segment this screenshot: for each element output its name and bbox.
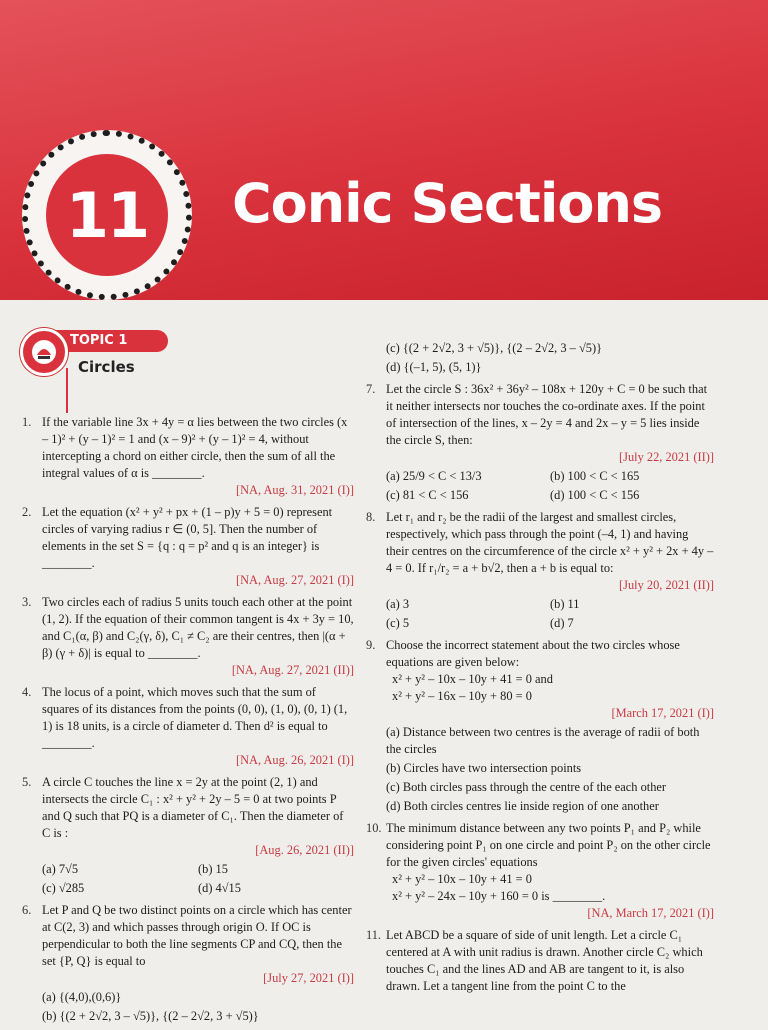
option-b: (b) Circles have two intersection points: [386, 761, 582, 775]
options: [386, 596, 714, 632]
question-number: 7.: [366, 382, 376, 396]
right-column: [366, 338, 714, 1000]
equation-1: x² + y² – 10x – 10y + 41 = 0 and: [392, 672, 553, 686]
question-6-continued: [366, 340, 714, 376]
chapter-number-badge: [22, 130, 192, 300]
topic-name: Circles: [78, 358, 135, 376]
question-tag: [July 20, 2021 (II)]: [619, 578, 714, 592]
option-d: (d) 7: [550, 616, 574, 630]
question-text: Let P and Q be two distinct points on a circle which has center at C(2, 3) and which passes through origin O. If OC is perpendicular to both the line segments CP and CQ, then the set {P, Q} is equal to: [42, 903, 352, 968]
question-number: 11.: [366, 928, 382, 942]
question-text: Choose the incorrect statement about the two circles whose equations are given below:: [386, 638, 680, 669]
option-c: (c) Both circles pass through the centre of the each other: [386, 780, 667, 794]
question-number: 4.: [22, 685, 32, 699]
equation-2: x² + y² – 24x – 10y + 160 = 0 is ________.: [392, 889, 606, 903]
option-a: (a) Distance between two centres is the average of radii of both the circles: [386, 725, 700, 756]
option-a: (a) {(4,0),(0,6)}: [42, 990, 122, 1004]
option-a: (a) 3: [386, 597, 410, 611]
question-7: [366, 381, 714, 504]
question-number: 9.: [366, 638, 376, 652]
option-d: (d) 100 < C < 156: [550, 488, 640, 502]
question-tag: [July 22, 2021 (II)]: [619, 450, 714, 464]
question-number: 2.: [22, 505, 32, 519]
question-tag: [NA, Aug. 27, 2021 (I)]: [235, 573, 354, 587]
question-5: [22, 774, 354, 897]
question-text: Two circles each of radius 5 units touch each other at the point (1, 2). If the equation of their common tangent is 4x + 3y = 10, and C₁(α, β) and C₂(γ, δ), C₁ ≠ C₂ are their centres, then |(α + β) (γ + δ)| is equal to ________.: [42, 595, 354, 660]
option-b: (b) {(2 + 2√2, 3 – √5)}, {(2 – 2√2, 3 + √5)}: [42, 1009, 259, 1023]
question-tag: [NA, March 17, 2021 (I)]: [587, 906, 714, 920]
question-tag: [NA, Aug. 26, 2021 (I)]: [235, 753, 354, 767]
question-4: [22, 684, 354, 769]
equation-1: x² + y² – 10x – 10y + 41 = 0: [392, 872, 532, 886]
question-11: [366, 927, 714, 995]
option-c: (c) √285: [42, 881, 85, 895]
option-d: (d) 4√15: [198, 881, 241, 895]
option-b: (b) 11: [550, 597, 580, 611]
options: [386, 468, 714, 504]
left-column: [22, 414, 354, 1030]
option-d: (d) Both circles centres lie inside region of one another: [386, 799, 659, 813]
question-text: A circle C touches the line x = 2y at the point (2, 1) and intersects the circle C₁ : x² + y² + 2y – 5 = 0 at two points P and Q such that PQ is a diameter of C₁. Then the diameter of C is :: [42, 775, 344, 840]
topic-emblem-icon: [20, 328, 68, 376]
question-text: Let the circle S : 36x² + 36y² – 108x + 120y + C = 0 be such that it neither intersects nor touches the co-ordinate axes. If the point of intersection of the lines, x – 2y = 4 and 2x – y = 5 lies inside the circle S, then:: [386, 382, 708, 447]
option-b: (b) 100 < C < 165: [550, 469, 640, 483]
question-1: [22, 414, 354, 499]
question-10: [366, 820, 714, 922]
question-number: 8.: [366, 510, 376, 524]
option-a: (a) 7√5: [42, 862, 79, 876]
question-tag: [NA, Aug. 31, 2021 (I)]: [235, 483, 354, 497]
question-tag: [NA, Aug. 27, 2021 (II)]: [231, 663, 354, 677]
option-c: (c) 5: [386, 616, 410, 630]
question-tag: [March 17, 2021 (I)]: [611, 706, 714, 720]
question-text: If the variable line 3x + 4y = α lies between the two circles (x – 1)² + (y – 1)² = 1 and (x – 9)² + (y – 1)² = 4, without intercepting a chord on either circle, then the sum of all the integral values of α is ________.: [42, 415, 348, 480]
question-tag: [July 27, 2021 (I)]: [263, 971, 354, 985]
question-number: 3.: [22, 595, 32, 609]
question-text: The minimum distance between any two points P₁ and P₂ while considering point P₁ on one circle and point P₂ on the other circle for the given circles' equations: [386, 821, 711, 869]
question-tag: [Aug. 26, 2021 (II)]: [255, 843, 354, 857]
question-text: Let ABCD be a square of side of unit length. Let a circle C₁ centered at A with unit radius is drawn. Another circle C₂ which touches C₁ and the lines AD and AB are tangent to it, is also drawn. Let a tangent line from the point C to the: [386, 928, 703, 993]
options: [42, 861, 354, 897]
question-number: 10.: [366, 821, 382, 835]
question-8: [366, 509, 714, 632]
topic-divider: [66, 368, 68, 413]
topic-label: TOPIC 1: [48, 330, 168, 352]
question-text: The locus of a point, which moves such that the sum of squares of its distances from the points (0, 0), (1, 0), (0, 1) (1, 1) is 18 units, is a circle of diameter d. Then d² is equal to ________.: [42, 685, 348, 750]
option-c: (c) {(2 + 2√2, 3 + √5)}, {(2 – 2√2, 3 – √5)}: [386, 341, 603, 355]
question-9: [366, 637, 714, 815]
question-number: 1.: [22, 415, 32, 429]
question-2: [22, 504, 354, 589]
question-text: Let the equation (x² + y² + px + (1 – p)y + 5 = 0) represent circles of varying radius r ∈ (0, 5]. Then the number of elements in the set S = {q : q = p² and q is an integer} is ________.: [42, 505, 333, 570]
option-b: (b) 15: [198, 862, 228, 876]
equation-2: x² + y² – 16x – 10y + 80 = 0: [392, 689, 532, 703]
question-6: [22, 902, 354, 1025]
question-number: 5.: [22, 775, 32, 789]
option-a: (a) 25/9 < C < 13/3: [386, 469, 482, 483]
chapter-title: Conic Sections: [232, 172, 663, 235]
question-text: Let r₁ and r₂ be the radii of the largest and smallest circles, respectively, which pass through the point (–4, 1) and having their centres on the circumference of the circle x² + y² + 2x + 4y – 4 = 0. If r₁/r₂ = a + b√2, then a + b is equal to:: [386, 510, 714, 575]
option-d: (d) {(–1, 5), (5, 1)}: [386, 360, 482, 374]
option-c: (c) 81 < C < 156: [386, 488, 469, 502]
question-3: [22, 594, 354, 679]
chapter-number: 11: [46, 154, 168, 276]
question-number: 6.: [22, 903, 32, 917]
